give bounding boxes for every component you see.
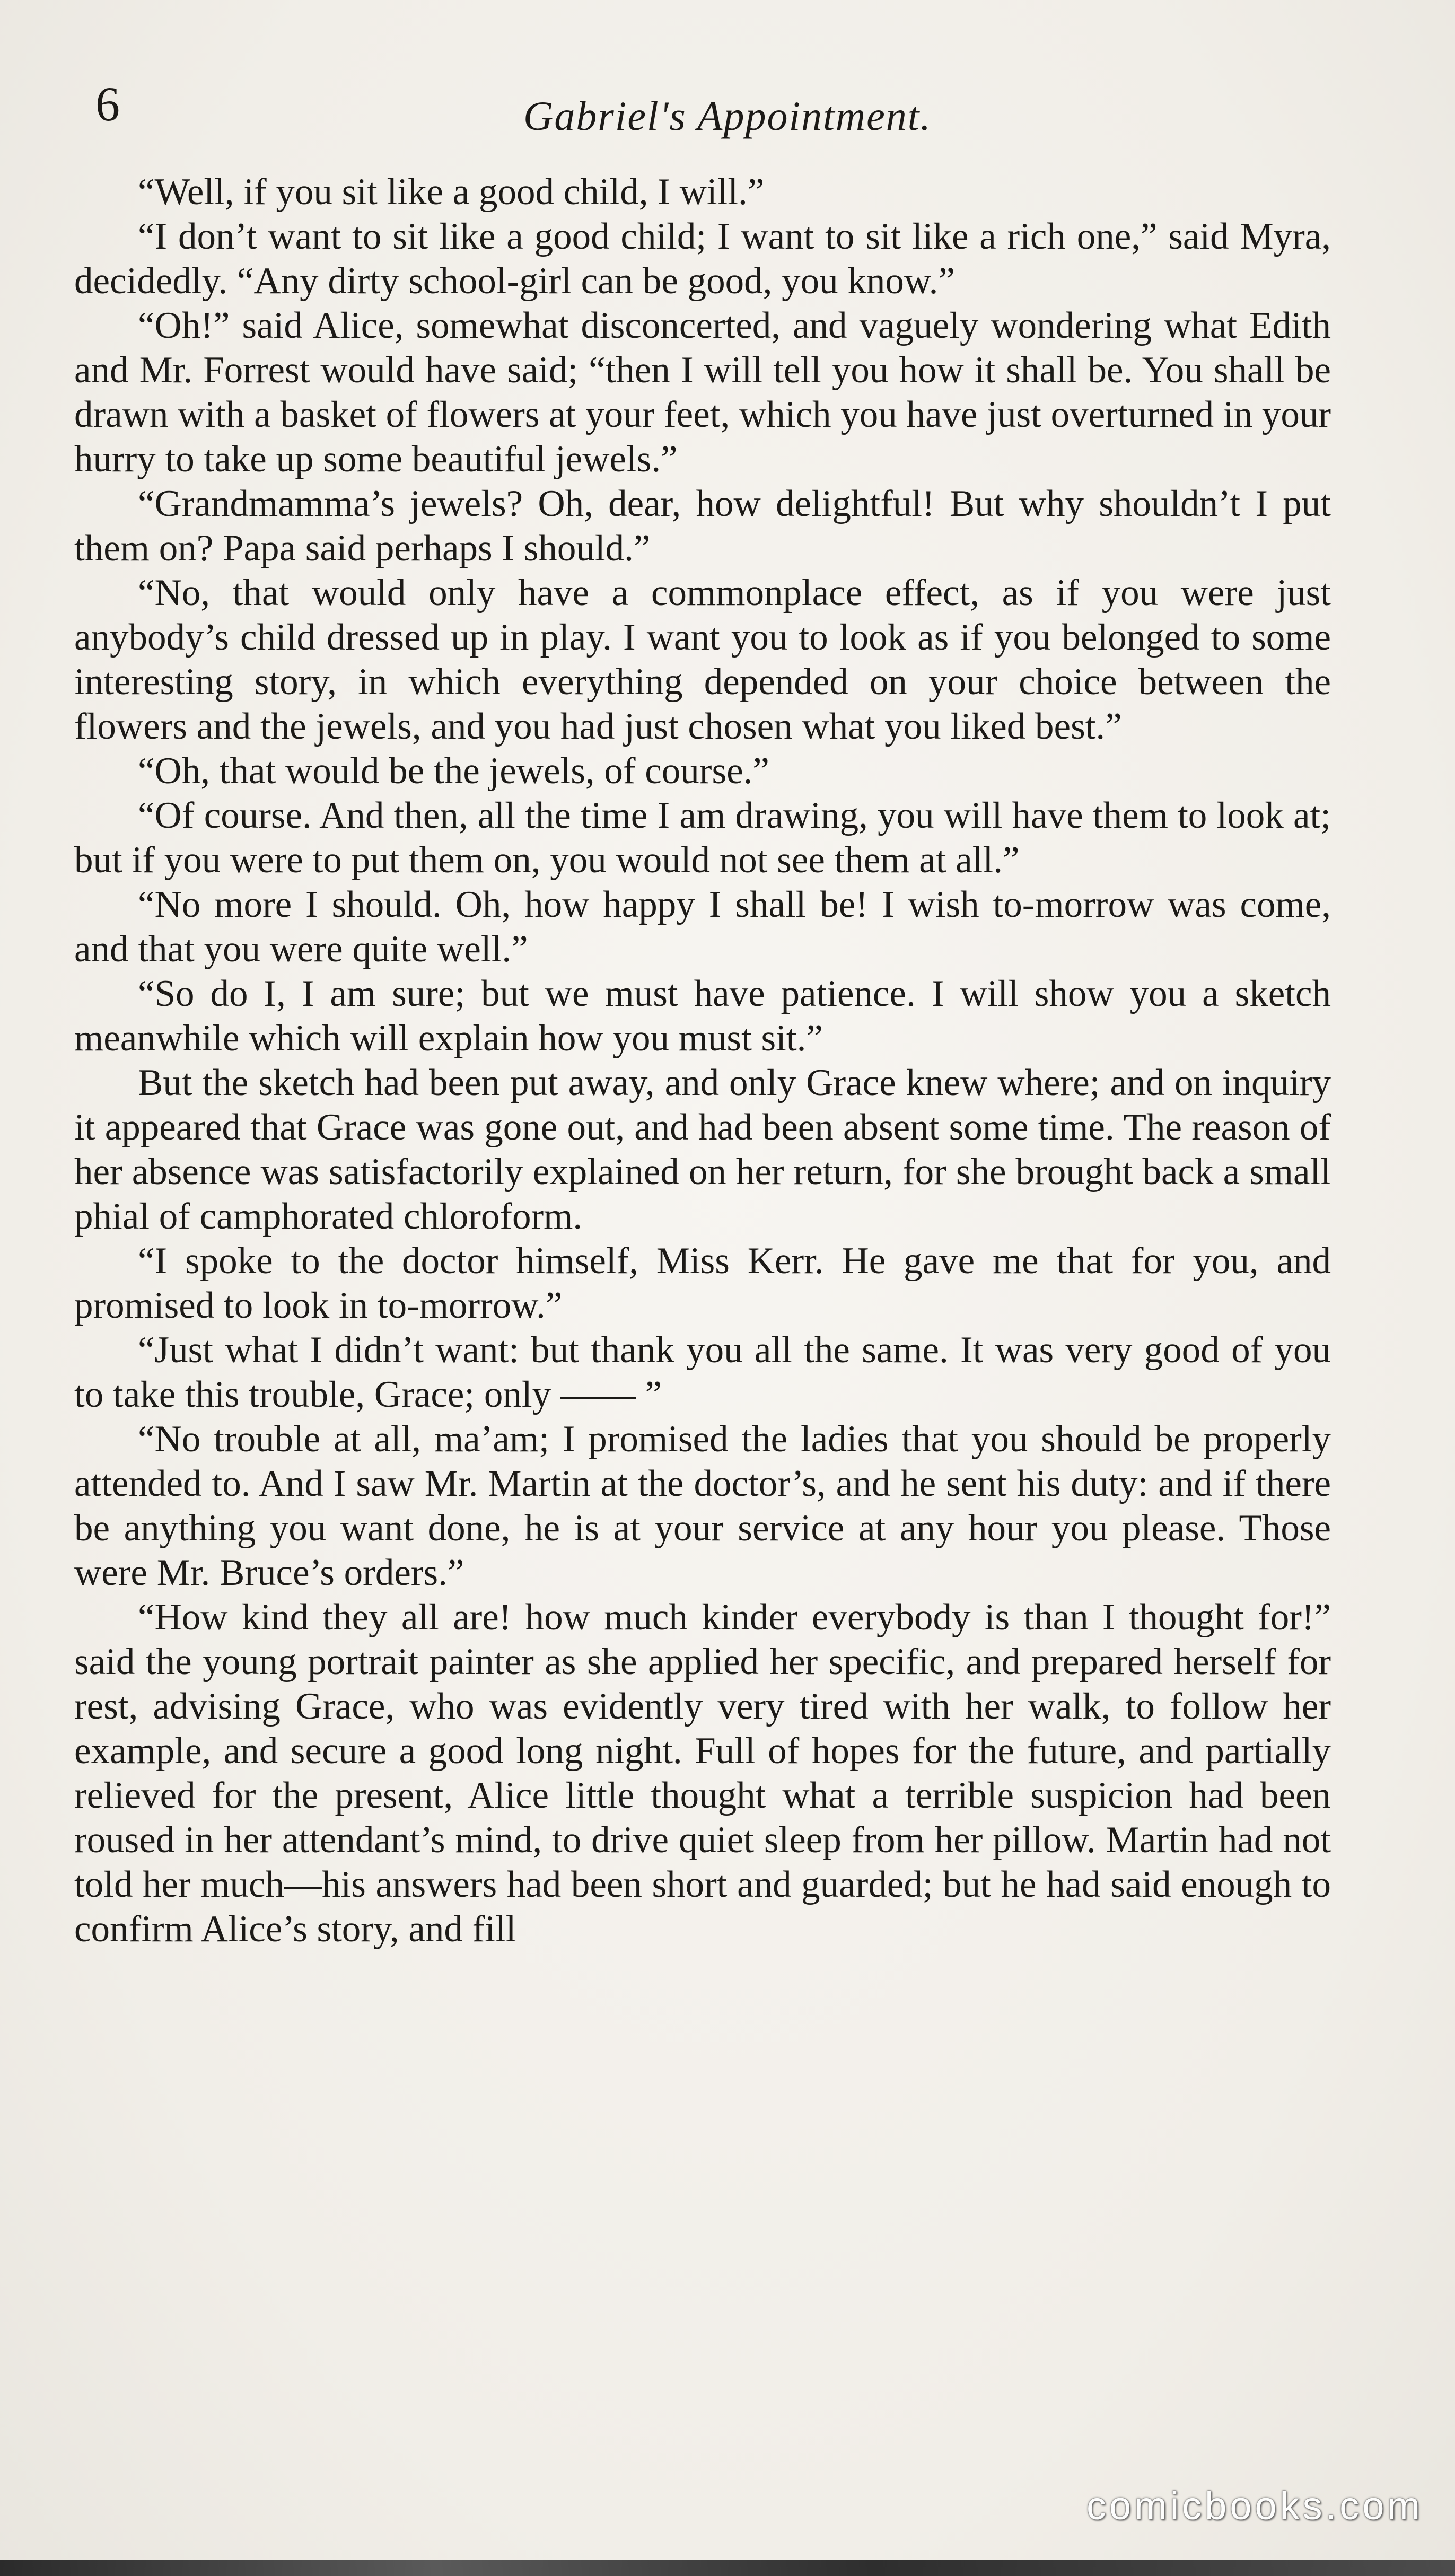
paragraph: “Oh!” said Alice, somewhat disconcerted, and vaguely wondering what Edith and Mr. Forrest would have said; “then I will tell you how it shall be. You shall be drawn with a basket of flowers at your feet, which you have just overturned in your hurry to take up some beautiful jewels.” — [74, 305, 1331, 480]
running-title: Gabriel's Appointment. — [523, 93, 932, 139]
paragraph: “No more I should. Oh, how happy I shall be! I wish to-morrow was come, and that you were quite well.” — [74, 884, 1331, 970]
watermark-logo: comicbooks.com — [1086, 2484, 1423, 2528]
paragraph: “So do I, I am sure; but we must have patience. I will show you a sketch meanwhile which will explain how you must sit.” — [74, 973, 1331, 1059]
paragraph: But the sketch had been put away, and only Grace knew where; and on inquiry it appeared that Grace was gone out, and had been absent some time. The reason of her absence was satisfactorily explained on her return, for she brought back a small phial of camphorated chloroform. — [74, 1062, 1331, 1237]
paragraph: “Just what I didn’t want: but thank you all the same. It was very good of you to take this trouble, Grace; only —— ” — [74, 1329, 1331, 1415]
body-text — [74, 170, 1331, 1951]
paragraph: “No, that would only have a commonplace effect, as if you were just anybody’s child dressed up in play. I want you to look as if you belonged to some interesting story, in which everything depended on your choice between the flowers and the jewels, and you had just chosen what you liked best.” — [74, 572, 1331, 747]
paragraph: “Oh, that would be the jewels, of course.” — [138, 750, 769, 792]
page-number: 6 — [95, 77, 120, 131]
paragraph: “Well, if you sit like a good child, I will.” — [138, 171, 765, 213]
paragraph: “I spoke to the doctor himself, Miss Kerr. He gave me that for you, and promised to look in to-morrow.” — [74, 1240, 1331, 1326]
paragraph: “No trouble at all, ma’am; I promised the ladies that you should be properly attended to. And I saw Mr. Martin at the doctor’s, and he sent his duty: and if there be anything you want done, he is at your service at any hour you please. Those were Mr. Bruce’s orders.” — [74, 1418, 1331, 1593]
paragraph: “Grandmamma’s jewels? Oh, dear, how delightful! But why shouldn’t I put them on? Papa said perhaps I should.” — [74, 483, 1331, 569]
paragraph: “I don’t want to sit like a good child; I want to sit like a rich one,” said Myra, decidedly. “Any dirty school-girl can be good, you know.” — [74, 216, 1331, 302]
paragraph: “Of course. And then, all the time I am drawing, you will have them to look at; but if you were to put them on, you would not see them at all.” — [74, 795, 1331, 881]
paragraph: “How kind they all are! how much kinder everybody is than I thought for!” said the young portrait painter as she applied her specific, and prepared herself for rest, advising Grace, who was evidently very tired with her walk, to follow her example, and secure a good long night. Full of hopes for the future, and partially relieved for the present, Alice little thought what a terrible suspicion had been roused in her attendant’s mind, to drive quiet sleep from her pillow. Martin had not told her much—his answers had been short and guarded; but he had said enough to confirm Alice’s story, and fill — [74, 1597, 1331, 1950]
page-bottom-edge — [0, 2560, 1455, 2576]
